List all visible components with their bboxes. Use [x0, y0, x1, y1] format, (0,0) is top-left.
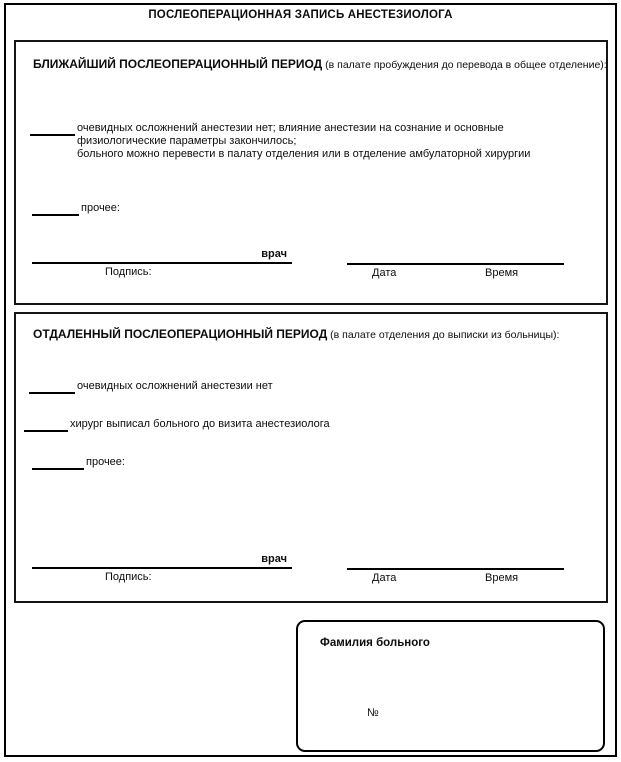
date-time-line[interactable]: [347, 263, 564, 265]
date-time-block: [347, 553, 564, 586]
fill-in-blank[interactable]: [30, 122, 75, 136]
patient-name-label: Фамилия больного: [320, 637, 430, 649]
patient-name-box: [296, 620, 605, 752]
checklist-item-other: [32, 456, 125, 470]
section1-heading-note: (в палате пробуждения до перевода в общее отделение):: [322, 59, 607, 71]
section2-heading-bold: ОТДАЛЕННЫЙ ПОСЛЕОПЕРАЦИОННЫЙ ПЕРИОД: [33, 327, 328, 341]
spacer: [347, 553, 564, 567]
item-text-line: очевидных осложнений анестезии нет; влияние анестезии на сознание и основные: [77, 122, 504, 134]
fill-in-blank[interactable]: [32, 456, 84, 470]
signature-label: Подпись:: [105, 266, 152, 278]
section2-heading: [33, 327, 559, 341]
signature-label: Подпись:: [105, 571, 152, 583]
doctor-label: врач: [261, 248, 287, 260]
signature-block: [32, 248, 292, 278]
spacer: [347, 248, 564, 262]
time-label: Время: [485, 267, 519, 279]
item-text: [75, 122, 530, 161]
date-label: Дата: [372, 267, 397, 279]
section-remote-period: [14, 312, 608, 603]
signature-block: [32, 553, 292, 583]
date-label: Дата: [372, 572, 397, 584]
checklist-item-other: [32, 202, 120, 216]
item-text-line: больного можно перевести в палату отделения или в отделение амбулаторной хирургии: [77, 148, 531, 160]
item-text: хирург выписал больного до визита анестезиолога: [70, 418, 330, 430]
section-immediate-period: [14, 40, 608, 305]
item-text: очевидных осложнений анестезии нет: [77, 380, 273, 392]
date-time-line[interactable]: [347, 568, 564, 570]
signature-line[interactable]: [32, 567, 292, 569]
item-text-line: физиологические параметры закончилось;: [77, 135, 297, 147]
section2-heading-note: (в палате отделения до выписки из больницы):: [327, 329, 560, 341]
item-text: прочее:: [81, 202, 120, 214]
item-text: прочее:: [86, 456, 125, 468]
patient-number-label: №: [367, 707, 379, 719]
section1-heading-bold: БЛИЖАЙШИЙ ПОСЛЕОПЕРАЦИОННЫЙ ПЕРИОД: [33, 57, 323, 71]
checklist-item-no-complications: [30, 122, 530, 161]
signature-line[interactable]: [32, 262, 292, 264]
form-title: ПОСЛЕОПЕРАЦИОННАЯ ЗАПИСЬ АНЕСТЕЗИОЛОГА: [148, 9, 453, 21]
date-time-labels: [347, 267, 564, 281]
doctor-label: врач: [261, 553, 287, 565]
fill-in-blank[interactable]: [29, 380, 75, 394]
time-label: Время: [485, 572, 519, 584]
date-time-labels: [347, 572, 564, 586]
date-time-block: [347, 248, 564, 281]
section1-heading: [33, 57, 607, 71]
fill-in-blank[interactable]: [32, 202, 79, 216]
checklist-item-no-complications: [29, 380, 273, 394]
checklist-item-discharged-before-visit: [24, 418, 330, 432]
fill-in-blank[interactable]: [24, 418, 68, 432]
